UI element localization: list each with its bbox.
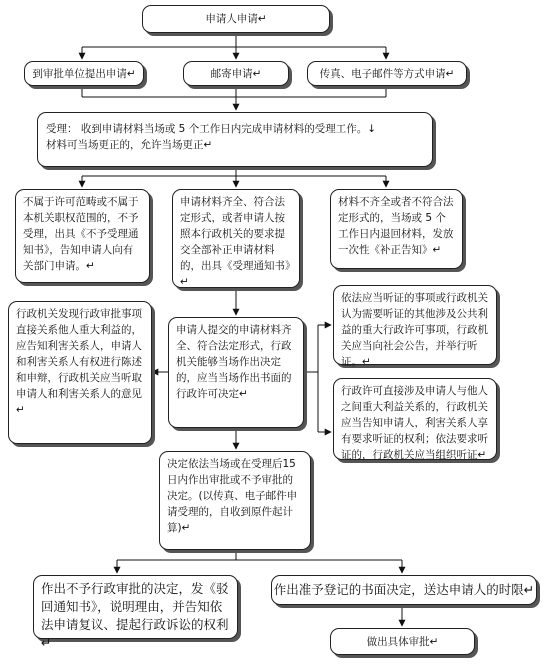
- node-hearing-request: 行政许可直接涉及申请人与他人之间重大利益关系的，行政机关应当告知申请人，利害关系人享有要求听证的权利；依法要求听证的，行政机关应当组织听证↵: [333, 378, 497, 460]
- node-complete: 申请材料齐全、符合法定形式，或者申请人按照本行政机关的要求提交全部补正申请材料的，出具《受理通知书》↵: [172, 189, 300, 288]
- node-apply: 申请人申请↵: [142, 5, 330, 33]
- node-accept: 受理： 收到申请材料当场或 5 个工作日内完成申请材料的受理工作。↓ 材料可当场更正的，允许当场更正↵: [37, 112, 433, 167]
- node-concrete-approval: 做出具体审批↵: [330, 628, 475, 655]
- node-third-party-interest: 行政机关发现行政审批事项直接关系他人重大利益的，应告知利害关系人，申请人和利害关系人有权进行陈述和申辩，行政机关应当听取申请人和利害关系人的意见↵: [8, 301, 152, 444]
- node-hearing-public: 依法应当听证的事项或行政机关认为需要听证的其他涉及公共利益的重大行政许可事项，行政机关应当向社会公告，并举行听证。↵: [333, 285, 497, 365]
- node-incomplete: 材料不齐全或者不符合法定形式的，当场或 5 个工作日内退回材料，发放一次性《补正告知》↵: [330, 189, 463, 269]
- node-fax-email: 传真、电子邮件等方式申请↵: [307, 61, 467, 86]
- node-mail: 邮寄申请↵: [183, 61, 289, 86]
- node-reject: 作出不予行政审批的决定，发《驳回通知书》，说明理由，并告知依法申请复议、提起行政诉讼的权利↵: [33, 575, 238, 639]
- node-submit-to-unit: 到审批单位提出申请↵: [24, 61, 144, 86]
- node-not-in-scope: 不属于许可范畴或不属于本机关职权范围的，不予受理，出具《不予受理通知书》，告知申请人向有关部门申请。↵: [15, 189, 150, 283]
- node-decision: 决定依法当场或在受理后15 日内作出审批或不予审批的决定。(以传真、电子邮件申请受理的，自收到原件起计算)↵: [159, 451, 311, 550]
- node-decide-onsite: 申请人提交的申请材料齐全、符合法定形式，行政机关能够当场作出决定的，应当当场作出书面的行政许可决定↵: [168, 317, 304, 428]
- node-approve: 作出准予登记的书面决定，送达申请人的时限↵: [271, 575, 537, 605]
